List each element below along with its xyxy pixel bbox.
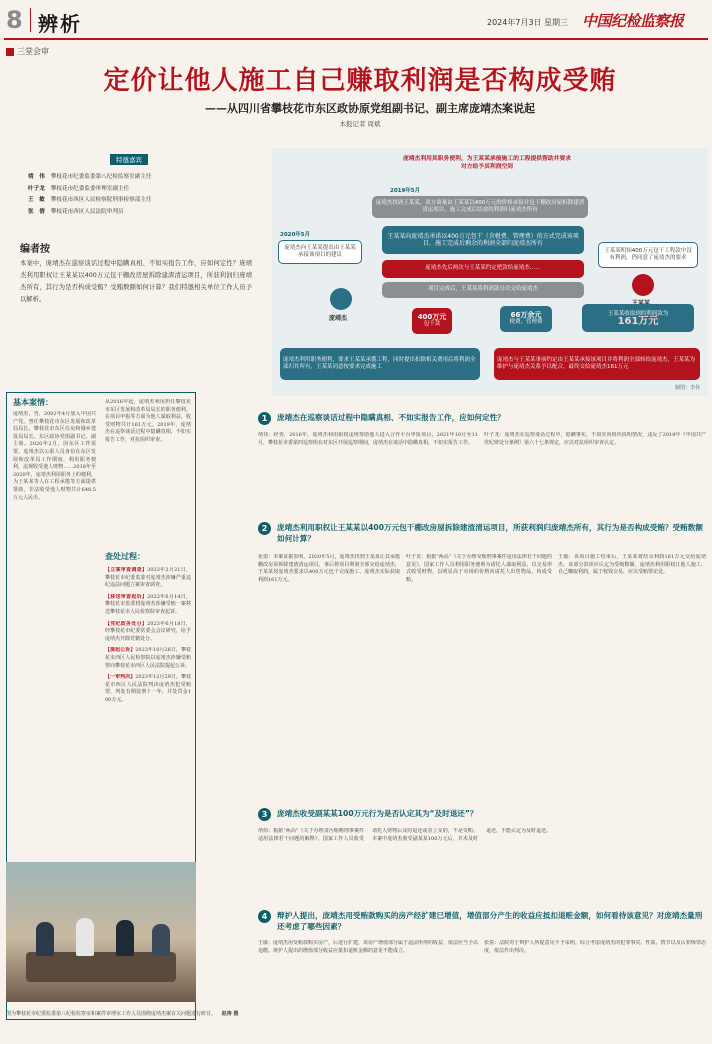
process-item-label: 【提起公诉】: [105, 647, 136, 654]
stat-right-text: 王某某收取到的利润款为: [607, 310, 669, 317]
process-item-label: 【一审判决】: [105, 674, 136, 681]
issue-date: 2024年7月3日: [487, 18, 542, 27]
guests-heading: 特邀嘉宾: [110, 154, 148, 165]
diagram-center-box: 王某某向庞靖杰承诺以400万元包干（含税费、管理费）的方式完成该项目，施工完成后剩余的利润全部归庞靖杰所有: [382, 226, 584, 254]
facts-text: 庞靖杰，男，2002年4月加入中国共产党。曾任攀枝花市东区发展和改革局局长、攀枝花市东区住房和城乡建设局局长、东区政协党组副书记、副主席。2020年2月，因东区工作需要，庞靖杰以公职人员身份在东区发展和改革局工作期间，利用职务便利，违规收受他人财物……2018年至2020年，庞靖杰利用职务上的便利，为王某某等人在工程承揽等方面提供帮助，非法收受他人财物共计648.5万元人民币。: [13, 411, 96, 501]
diagram-bottom-right: 庞靖杰与王某某事前约定由王某某承接该项目并将利润全部转给庞靖杰，王某某为维护与庞靖杰关系予以配合，最终交给庞靖杰161万元: [494, 348, 700, 380]
guest-row: [28, 207, 248, 219]
question-3: [258, 808, 708, 821]
process-item-text: 2023年10月26日，攀枝花市西区人民检察院以庞靖杰涉嫌受贿罪向攀枝花市西区人民法院提起公诉。: [105, 647, 191, 669]
guest-name: 叶子龙: [28, 185, 45, 192]
question-number: 2: [258, 522, 271, 535]
answer-1-ye: 叶子龙：庞靖杰在巡察谈话过程中，隐瞒事实，不如实向组织说明情况，违反了2018年《中国共产党纪律处分条例》第六十七条规定，应以对抗组织审查认定。: [484, 432, 706, 446]
answer-2-ye: 叶子龙：根据“两高”《关于办理受贿刑事案件适用法律若干问题的意见》，国家工作人员利用职务便利为请托人谋取利益，以交易形式收受财物，以明显高于市场的价格向请托人出售物品，构成受贿。: [406, 554, 552, 583]
diagram-bottom-left: 庞靖杰利用职务便利，要求王某某承揽工程，同时提出扣除相关费用后将利润全部归其所有，王某某同意按要求完成施工: [280, 348, 480, 380]
process-item: [105, 567, 191, 590]
meeting-photo: [6, 862, 196, 1002]
guests-list: [28, 172, 248, 218]
photo-person: [36, 922, 54, 956]
person-right-icon: [632, 274, 654, 296]
question-1: [258, 412, 708, 425]
photo-person: [152, 924, 170, 956]
diagram-title: 庞靖杰利用其职务便利，为王某某承接施工的工程提供帮助并要求对方给予其利润空间: [402, 156, 572, 170]
process-item: [105, 621, 191, 644]
diagram-credit: 制图：李谷: [674, 385, 700, 391]
question-number: 4: [258, 910, 271, 923]
guest-row: [28, 184, 248, 196]
question-2: [258, 522, 708, 544]
diagram-left-year: 2020年5月: [280, 232, 311, 238]
process-list: [105, 567, 191, 709]
process-heading: 查处过程：: [105, 552, 145, 561]
guest-title: 攀枝花市西区人民法院审判员: [50, 208, 124, 215]
article-title: 定价让他人施工自己赚取利润是否构成受贿: [103, 66, 617, 96]
process-item-label: 【移送审查起诉】: [105, 593, 148, 600]
stat-mid: [500, 306, 552, 332]
stat-left-value: 400万元: [417, 312, 447, 321]
photo-person: [76, 918, 94, 956]
editor-note-text: 本案中，庞靖杰在巡察谈话过程中隐瞒真相、不如实报告工作，应如何定性？庞靖杰利用职权让王某某以400万元包干棚改房屋拆除建渣清运项目，所获利润归庞靖杰所有，其行为是否构成受贿？受贿数额如何计算？我们特邀相关单位工作人员予以解析。: [20, 260, 252, 303]
question-number: 3: [258, 808, 271, 821]
process-item-text: 2023年6月18日，经攀枝花市纪委常委会会议研究，给予庞靖杰开除党籍处分。: [105, 620, 191, 642]
person-left-icon: [330, 288, 352, 310]
process-item: [105, 674, 191, 704]
answer-4-zhang: 张倩：法院对于辩护人所提意见不予采纳。综合考虑庞靖杰的犯罪事实、性质、情节以及认罪悔罪态度，依法作出判决。: [484, 940, 706, 954]
guest-name: 靖 伟: [28, 174, 45, 180]
guest-title: 攀枝花市西区人民检察院刑事检察部主任: [50, 197, 152, 203]
guest-row: [28, 172, 248, 184]
process-item-label: 【党纪政务处分】: [105, 620, 148, 627]
process-item-label: 【立案审查调查】: [105, 567, 148, 573]
question-text: 辩护人提出，庞靖杰用受贿款购买的房产经扩建已增值，增值部分产生的收益应抵扣退赃金额，如何看待该意见？对庞靖杰量刑还考虑了哪些因素？: [277, 911, 703, 931]
section-name: 辨析: [38, 12, 82, 36]
column-tag-label: 三堂会审: [17, 47, 49, 56]
question-text: 庞靖杰在巡察谈话过程中隐瞒真相、不如实报告工作，应如何定性？: [277, 413, 505, 422]
editor-note-label: 编者按: [20, 244, 50, 255]
guest-title: 攀枝花市纪委监委第八纪检监察室副主任: [50, 174, 152, 180]
paper-logo: 中国纪检监察报: [582, 12, 684, 30]
editor-note: [20, 240, 252, 306]
diagram-year-top: 2019年5月: [390, 188, 421, 194]
guest-name: 王 敏: [28, 197, 45, 203]
diagram-mid-box1: 庞靖杰先后两次与王某某约定把款给庞靖杰……: [382, 260, 584, 278]
stat-mid-label: 税费、管理费: [509, 319, 543, 325]
guest-title: 攀枝花市纪委监委审理室副主任: [50, 185, 130, 192]
case-diagram: [272, 148, 708, 396]
page-number: 8: [6, 6, 23, 34]
column-tag: [6, 46, 49, 57]
process-item-text: 2023年6月14日，攀枝花市监委将庞靖杰涉嫌受贿一案移送攀枝花市人民检察院审查起诉。: [105, 593, 191, 615]
facts-heading: 基本案情：: [13, 398, 53, 407]
photo-credit: 赵涛 摄: [221, 1011, 239, 1017]
process-item-text: 2023年12月29日，攀枝花市西区人民法院判决庞靖杰犯受贿罪，判处有期徒刑十一年，并处罚金100万元。: [105, 674, 191, 703]
answer-2-wang: 王敏：该项目施工结束后，王某某将结余利润161万元交给庞靖杰，该部分款项应认定为受贿数额。庞靖杰利用职权让他人施工、自己赚取利润，属于权钱交易，应以受贿罪论处。: [558, 554, 706, 576]
diagram-left-box: 庞靖杰向王某某提出由王某某承接该项目的建议: [278, 240, 362, 264]
answer-3-jing: 靖伟：根据“两高”《关于办理贪污贿赂刑事案件适用法律若干问题的解释》，国家工作人员收受请托人财物后及时退还或者上交的，不是受贿。本案中庞靖杰收受副某某100万元后，并未及时退还，不能认定为及时退还。: [258, 828, 552, 842]
answer-1-jing: 靖伟：经查，2016年，庞靖杰利用职权违规帮助他人进入合作平台申报项目，2021年10月至11月，攀枝花市委第四巡察组在对东区开展巡察期间，庞靖杰在谈话中隐瞒真相，不如实报告工作。: [258, 432, 478, 446]
facts-text-col2: 从2016年起，庞靖杰利用担任攀枝花市东区发展和改革局局长的职务便利，在项目申报等方面为他人谋取利益，收受财物共计161万元。2019年，庞靖杰在巡察谈话过程中隐瞒真相，不如实报告工作，对抗组织审查。: [105, 399, 191, 443]
column-tag-icon: [6, 48, 14, 56]
guests-box: [20, 150, 250, 234]
guest-row: [28, 195, 248, 207]
photo-person: [116, 920, 134, 956]
answer-2-zhang: 张倩：本案证据表明，2020年5月，庞靖杰找到王某某让其承揽棚改房屋拆除建渣清运项目，事后将项目利润全部交给庞靖杰，王某某按庞靖杰要求以400万元包干完成施工，庞靖杰实际获取利润161万元。: [258, 554, 400, 583]
question-text: 庞靖杰收受副某某100万元行为是否认定其为“及时退还”？: [277, 809, 478, 818]
photo-caption: [6, 1010, 256, 1036]
answer-4-wang: 王敏：庞靖杰用受贿款购买房产，后进行扩建，该房产增值部分属于违法所得的收益，依法应当予以追缴。辩护人提出的增值部分收益应抵扣退赃金额的意见不能成立。: [258, 940, 478, 954]
page-header: [0, 0, 712, 40]
article-byline: 本报记者 周斌: [339, 120, 381, 128]
diagram-top-box: 庞靖杰找到王某某，双方商量由王某某以400万元的价格承接并包干棚改房屋拆除建渣清运项目，施工完成后结余的利润归庞靖杰所有: [372, 196, 588, 218]
question-text: 庞靖杰利用职权让王某某以400万元包干棚改房屋拆除建渣清运项目，所获利润归庞靖杰所有，其行为是否构成受贿？受贿数额如何计算？: [277, 523, 703, 543]
stat-right: [582, 304, 694, 332]
diagram-mid-box2: 项目完成后，王某某将利润款分次交给庞靖杰: [382, 282, 584, 298]
guest-name: 张 倩: [28, 208, 45, 215]
article-subtitle: ——从四川省攀枝花市东区政协原党组副书记、副主席庞靖杰案说起: [205, 102, 535, 115]
question-4: [258, 910, 708, 932]
header-rule-vertical: [30, 8, 31, 32]
diagram-right-box: 王某某明知400万元包干工程款中没有利润，仍同意了庞靖杰的要求: [598, 242, 698, 268]
photo-table: [26, 952, 176, 982]
header-divider: [4, 38, 708, 40]
stat-left-label: 包干款: [423, 321, 441, 327]
process-item-text: 2023年2月21日，攀枝花市纪委监委对庞靖杰涉嫌严重违纪违法问题立案审查调查。: [105, 567, 191, 589]
person-left-name: 庞靖杰: [329, 315, 348, 322]
photo-caption-text: 图为攀枝花市纪委监委第八纪检监察室和案件审理室工作人员围绕庞靖杰案有关问题进行研讨。: [6, 1011, 217, 1017]
issue-weekday: 星期三: [544, 18, 568, 27]
stat-right-value: 161万元: [617, 316, 659, 327]
question-number: 1: [258, 412, 271, 425]
stat-mid-value: 66万余元: [510, 310, 542, 319]
process-item: [105, 647, 191, 670]
stat-left: [412, 308, 452, 334]
process-item: [105, 594, 191, 617]
